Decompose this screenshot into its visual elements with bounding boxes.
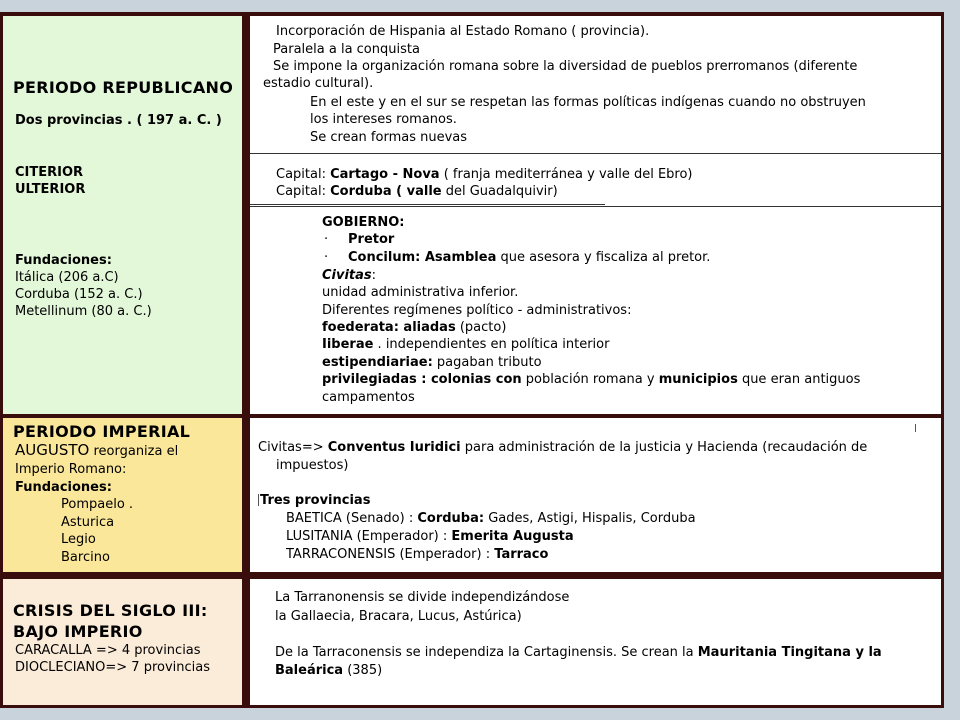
gobierno-title: GOBIERNO: bbox=[322, 215, 405, 230]
fundacion-item: Itálica (206 a.C) bbox=[15, 270, 119, 285]
baetica: BAETICA (Senado) : Corduba: Gades, Astigi, Hispalis, Corduba bbox=[286, 511, 696, 526]
civitas-conventus: Civitas=> Conventus Iuridici para administración de la justicia y Hacienda (recaudación de bbox=[258, 440, 868, 455]
estipendiariae: estipendiariae: pagaban tributo bbox=[322, 355, 542, 370]
crisis-line: la Gallaecia, Bracara, Lucus, Astúrica) bbox=[275, 609, 522, 624]
republicano-right-cell bbox=[250, 16, 941, 414]
tres-provincias: Tres provincias bbox=[260, 493, 371, 508]
intro-line: los intereses romanos. bbox=[310, 112, 457, 127]
table-frame bbox=[0, 12, 944, 708]
imperial-title: PERIODO IMPERIAL bbox=[13, 422, 191, 441]
fundacion-item: Corduba (152 a. C.) bbox=[15, 287, 143, 302]
privilegiadas: privilegiadas : colonias con población romana y municipios que eran antiguos bbox=[322, 372, 861, 387]
text-cursor bbox=[258, 494, 259, 506]
civitas: Civitas: bbox=[322, 268, 377, 283]
capital-cartago: Capital: Cartago - Nova ( franja mediterránea y valle del Ebro) bbox=[276, 167, 693, 182]
crisis-title: CRISIS DEL SIGLO III: bbox=[13, 601, 208, 620]
diocleciano: DIOCLECIANO=> 7 provincias bbox=[15, 660, 210, 675]
intro-line: Se impone la organización romana sobre la diversidad de pueblos prerromanos (diferente bbox=[273, 59, 858, 74]
unidad: unidad administrativa inferior. bbox=[322, 285, 519, 300]
ulterior: ULTERIOR bbox=[15, 182, 86, 197]
crisis-line: La Tarranonensis se divide independizándose bbox=[275, 590, 570, 605]
impuestos: impuestos) bbox=[276, 458, 349, 473]
fundacion-item: Pompaelo . bbox=[61, 497, 134, 512]
lusitania: LUSITANIA (Emperador) : Emerita Augusta bbox=[286, 529, 574, 544]
concilum: Concilum: Asamblea que asesora y fiscaliza al pretor. bbox=[348, 250, 711, 265]
fundacion-item: Asturica bbox=[61, 515, 115, 530]
fundaciones-label: Fundaciones: bbox=[15, 253, 112, 268]
imperial-right-cell bbox=[250, 418, 941, 572]
tarraconensis: TARRACONENSIS (Emperador) : Tarraco bbox=[286, 547, 549, 562]
crisis-line: De la Tarraconensis se independiza la Cartaginensis. Se crean la Mauritania Tingitana y la bbox=[275, 645, 882, 660]
republicano-title: PERIODO REPUBLICANO bbox=[13, 78, 234, 97]
bajo-imperio-title: BAJO IMPERIO bbox=[13, 622, 143, 641]
liberae: Iiberae . independientes en política interior bbox=[322, 337, 610, 352]
fundacion-item: Legio bbox=[61, 532, 96, 547]
intro-line: Incorporación de Hispania al Estado Romano ( provincia). bbox=[276, 24, 650, 39]
imperio-romano: Imperio Romano: bbox=[15, 462, 127, 477]
campamentos: campamentos bbox=[322, 390, 415, 405]
divider bbox=[250, 204, 605, 205]
fundaciones-label: Fundaciones: bbox=[15, 480, 112, 495]
caracalla: CARACALLA => 4 provincias bbox=[15, 643, 201, 658]
intro-line: En el este y en el sur se respetan las formas políticas indígenas cuando no obstruyen bbox=[310, 95, 866, 110]
edge-mark bbox=[915, 424, 916, 432]
augusto: AUGUSTO reorganiza el bbox=[15, 441, 179, 459]
intro-line: Paralela a la conquista bbox=[273, 42, 420, 57]
bullet: · bbox=[324, 250, 329, 265]
republicano-left-cell bbox=[3, 16, 242, 414]
regimenes: Diferentes regímenes político - administrativos: bbox=[322, 303, 632, 318]
citerior: CITERIOR bbox=[15, 165, 84, 180]
fundacion-item: Barcino bbox=[61, 550, 110, 565]
fundacion-item: Metellinum (80 a. C.) bbox=[15, 304, 152, 319]
capital-corduba: Capital: Corduba ( valle del Guadalquivir) bbox=[276, 184, 558, 199]
pretor: Pretor bbox=[348, 232, 395, 247]
dos-provincias: Dos provincias . ( 197 a. C. ) bbox=[15, 113, 222, 128]
divider bbox=[250, 153, 941, 154]
crisis-right-cell bbox=[250, 579, 941, 705]
crisis-line: Baleárica (385) bbox=[275, 663, 383, 678]
crisis-left-cell bbox=[3, 579, 242, 705]
bullet: · bbox=[324, 232, 329, 247]
intro-line: estadio cultural). bbox=[263, 76, 374, 91]
imperial-left-cell bbox=[3, 418, 242, 572]
divider bbox=[250, 206, 941, 207]
intro-line: Se crean formas nuevas bbox=[310, 130, 468, 145]
foederata: foederata: aliadas (pacto) bbox=[322, 320, 507, 335]
